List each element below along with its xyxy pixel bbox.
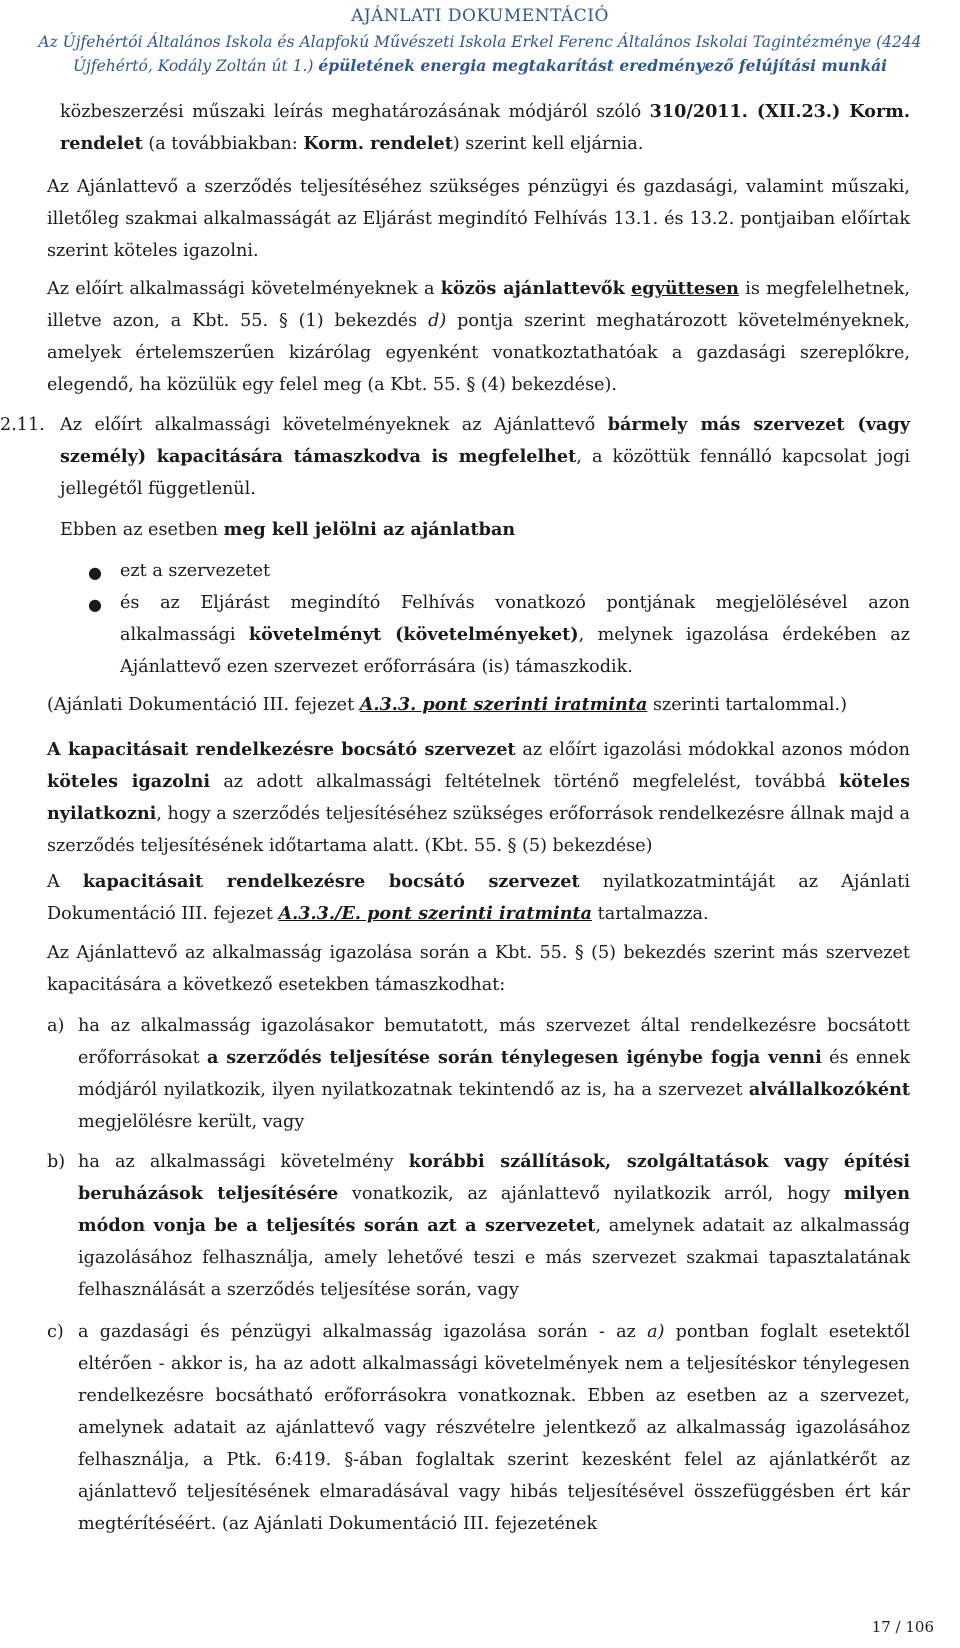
paragraph-mark: Ebben az esetben meg kell jelölni az ajánlatban <box>60 519 516 540</box>
list-item: ezt a szervezetet <box>120 561 271 581</box>
paragraph-provider: A kapacitásait rendelkezésre bocsátó szervezet az előírt igazolási módokkal azonos módon köteles igazolni az adott alkalmassági feltételnek történő megfelelést, továbbá köteles nyilatkozni, hogy a szerződés teljesítéséhez szükséges erőforrások rendelkezésre állnak majd a szerződés teljesítésének időtartama alatt. (Kbt. 55. § (5) bekezdése) <box>47 739 911 856</box>
list-item-c: a gazdasági és pénzügyi alkalmasság igazolása során - az a) pontban foglalt esetektől eltérően - akkor is, ha az adott alkalmassági követelmények nem a teljesítéskor ténylegesen rendelkezésre bocsátható erőforrásokra vonatkoznak. Ebben az esetben az a szervezet, amelynek adatait az ajánlattevő vagy részvételre jelentkező az alkalmasság igazolásához felhasználja, a Ptk. 6:419. §-ában foglaltak szerint kezesként felel az ajánlatkérőt az ajánlattevő teljesítésének elmaradásával vagy hibás teljesítésével összefüggésben ért kár megtérítéséért. (az Ajánlati Dokumentáció III. fejezetének <box>78 1322 910 1534</box>
paragraph-regulation: közbeszerzési műszaki leírás meghatározásának módjáról szóló 310/2011. (XII.23.) Korm. rendelet (a továbbiakban: Korm. rendelet) szerint kell eljárnia. <box>60 101 910 154</box>
section-number: 2.11. <box>0 415 45 435</box>
paragraph-template: A kapacitásait rendelkezésre bocsátó szervezet nyilatkozatmintáját az Ajánlati Dokumentáció III. fejezet A.3.3./E. pont szerinti iratminta tartalmazza. <box>47 871 910 924</box>
paragraph-cases: Az Ajánlattevő az alkalmasság igazolása során a Kbt. 55. § (5) bekezdés szerint más szervezet kapacitására a következő esetekben támaszkodhat: <box>47 943 910 995</box>
list-item-b: ha az alkalmassági követelmény korábbi szállítások, szolgáltatások vagy építési beruházások teljesítésére vonatkozik, az ajánlattevő nyilatkozik arról, hogy milyen módon vonja be a teljesítés során azt a szervezetet, amelynek adatait az alkalmasság igazolásához felhasználja, amely lehetővé teszi e más szervezet szakmai tapasztalatának felhasználását a szerződés teljesítése során, vagy <box>78 1151 910 1300</box>
list-label: b) <box>47 1152 66 1172</box>
page-number: 17 / 106 <box>871 1618 934 1636</box>
bullet-icon: ● <box>88 595 102 614</box>
header-line-1: Az Újfehértói Általános Iskola és Alapfokú Művészeti Iskola Erkel Ferenc Általános Iskolai Tagintézménye (4244 <box>38 33 922 51</box>
header-line-2: Újfehértó, Kodály Zoltán út 1.) épületének energia megtakarítást eredményező felújítási munkái <box>72 56 888 75</box>
paragraph-suitability: Az Ajánlattevő a szerződés teljesítéséhez szükséges pénzügyi és gazdasági, valamint műszaki, illetőleg szakmai alkalmasságát az Eljárást megindító Felhívás 13.1. és 13.2. pontjaiban előírtak szerint köteles igazolni. <box>47 177 910 261</box>
paragraph-capacity: Az előírt alkalmassági követelményeknek az Ajánlattevő bármely más szervezet (vagy személy) kapacitására támaszkodva is megfelelhet, a közöttük fennálló kapcsolat jogi jellegétől függetlenül. <box>60 414 910 499</box>
paragraph-joint-bidders: Az előírt alkalmassági követelményeknek a közös ajánlattevők együttesen is megfelelhetnek, illetve azon, a Kbt. 55. § (1) bekezdés d) pontja szerint meghatározott követelményeknek, amelyek értelemszerűen kizárólag egyenként vonatkoztathatóak a gazdasági szereplőkre, elegendő, ha közülük egy felel meg (a Kbt. 55. § (4) bekezdése). <box>47 278 910 395</box>
list-item: és az Eljárást megindító Felhívás vonatkozó pontjának megjelölésével azon alkalmassági követelményt (követelményeket), melynek igazolása érdekében az Ajánlattevő ezen szervezet erőforrására (is) támaszkodik. <box>120 593 910 677</box>
page-header <box>0 6 960 78</box>
bullet-icon: ● <box>88 563 102 582</box>
list-label: c) <box>47 1322 64 1342</box>
list-label: a) <box>47 1016 65 1036</box>
list-item-a: ha az alkalmasság igazolásakor bemutatott, más szervezet által rendelkezésre bocsátott erőforrásokat a szerződés teljesítése során ténylegesen igénybe fogja venni és ennek módjáról nyilatkozik, ilyen nyilatkozatnak tekintendő az is, ha a szervezet alvállalkozóként megjelölésre került, vagy <box>78 1016 910 1132</box>
paragraph-reference: (Ajánlati Dokumentáció III. fejezet A.3.3. pont szerinti iratminta szerinti tartalommal.) <box>47 694 848 715</box>
header-title: AJÁNLATI DOKUMENTÁCIÓ <box>351 6 609 26</box>
